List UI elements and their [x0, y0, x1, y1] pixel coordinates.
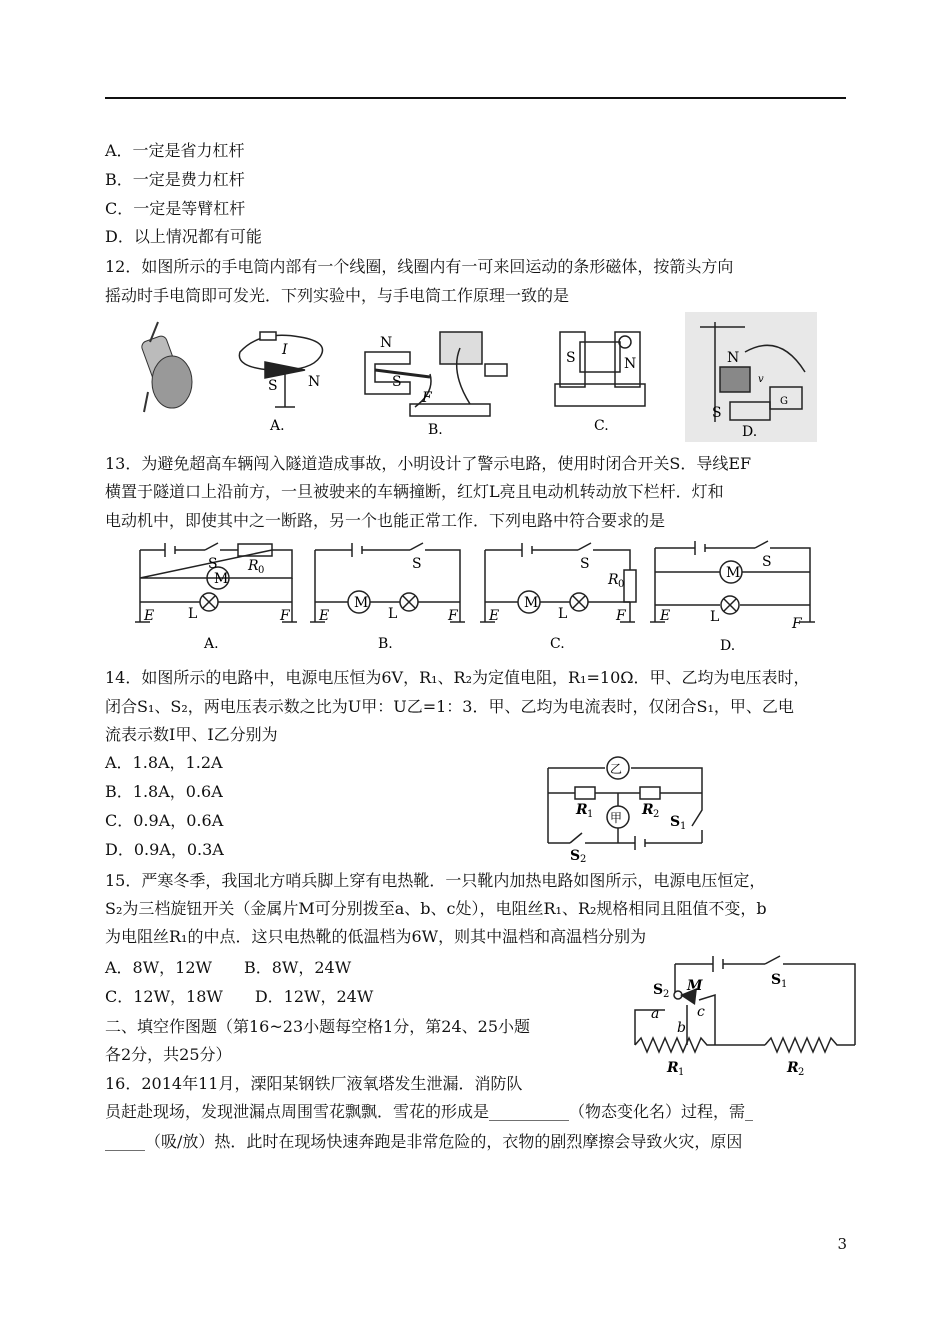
- q11-option-b: B．一定是费力杠杆: [105, 170, 245, 189]
- r2-label: R: [787, 1060, 799, 1076]
- q11-option-d: D．以上情况都有可能: [105, 227, 262, 246]
- c-c-r: R: [608, 572, 619, 588]
- meter-jia: 甲: [610, 811, 623, 825]
- fig-a-s: S: [268, 378, 278, 394]
- q12-figures: [130, 312, 820, 442]
- c-d-l: L: [710, 609, 720, 625]
- q14-line3: 流表示数I甲、I乙分别为: [105, 725, 278, 744]
- q15-line3: 为电阻丝R₁的中点．这只电热靴的低温档为6W，则其中温档和高温档分别为: [105, 927, 647, 946]
- c-label-d: D.: [720, 638, 736, 654]
- c-d-e: E: [660, 608, 671, 624]
- fig-d-v: v: [758, 374, 764, 385]
- fig-b-s: S: [392, 374, 402, 390]
- q11-option-a: A．一定是省力杠杆: [105, 141, 245, 160]
- figure-d-bg: [685, 312, 817, 442]
- fig-c-n: N: [624, 356, 637, 372]
- c-b-f: F: [448, 608, 458, 624]
- c-a-f: F: [280, 608, 290, 624]
- c-label-a: A.: [204, 636, 219, 652]
- c-label-c: C.: [550, 636, 565, 652]
- circuit-d: [650, 541, 815, 622]
- a-label: a: [651, 1006, 660, 1022]
- s1-label: S: [670, 814, 681, 830]
- s1-label: S: [771, 972, 782, 988]
- c-label-b: B.: [378, 636, 393, 652]
- fig-label-a: A.: [270, 418, 285, 434]
- s2-label: S: [653, 982, 664, 998]
- q13-line3: 电动机中，即使其中之一断路，另一个也能正常工作．下列电路中符合要求的是: [105, 511, 666, 530]
- s2-sub: 2: [663, 989, 670, 1000]
- q16-line2: 员赶赴现场，发现泄漏点周围雪花飘飘．雪花的形成是__________（物态变化名）过程，需_: [105, 1102, 754, 1121]
- fig-b-n: N: [380, 335, 393, 351]
- c-c-s: S: [580, 556, 590, 572]
- r1-label: R: [576, 802, 588, 818]
- meter-yi: 乙: [610, 762, 623, 776]
- fig-a-i: I: [282, 342, 288, 358]
- q13-circuits: [130, 540, 820, 660]
- q15-line2: S₂为三档旋钮开关（金属片M可分别拨至a、b、c处），电阻丝R₁、R₂规格相同且阻值不变，b: [105, 899, 767, 918]
- c-a-r: R: [248, 558, 259, 574]
- fig-c-s: S: [566, 350, 576, 366]
- c-c-m: M: [524, 595, 539, 611]
- q12-line2: 摇动时手电筒即可发光．下列实验中，与手电筒工作原理一致的是: [105, 286, 570, 305]
- c-d-s: S: [762, 554, 772, 570]
- c-c-l: L: [558, 606, 568, 622]
- m-label: M: [687, 978, 703, 994]
- q16-line1: 16．2014年11月，溧阳某钢铁厂液氧塔发生泄漏．消防队: [105, 1074, 523, 1093]
- r1-sub: 1: [678, 1067, 685, 1078]
- c-b-l: L: [388, 606, 398, 622]
- c-b-s: S: [412, 556, 422, 572]
- fig-a-n: N: [308, 374, 321, 390]
- q15-line1: 15．严寒冬季，我国北方哨兵脚上穿有电热靴．一只靴内加热电路如图所示，电源电压恒定，: [105, 871, 766, 890]
- c-a-s: S: [208, 556, 218, 572]
- q15-options-row2: C．12W，18W D．12W，24W: [105, 987, 374, 1006]
- q14-option-b: B．1.8A，0.6A: [105, 782, 223, 801]
- flashlight-figure: [140, 322, 192, 412]
- q16-line3: _____（吸/放）热．此时在现场快速奔跑是非常危险的，衣物的剧烈摩擦会导致火灾，原因: [105, 1132, 743, 1151]
- c-a-m: M: [214, 571, 229, 587]
- c-a-l: L: [188, 606, 198, 622]
- fig-b-f: F: [422, 390, 432, 406]
- section2-line2: 各2分，共25分）: [105, 1045, 232, 1064]
- header-rule: [105, 97, 846, 99]
- c-b-m: M: [354, 595, 369, 611]
- c-c-e: E: [489, 608, 500, 624]
- s1-sub: 1: [781, 979, 788, 990]
- c-a-e: E: [144, 608, 155, 624]
- c-c-f: F: [616, 608, 626, 624]
- q11-option-c: C．一定是等臂杠杆: [105, 199, 246, 218]
- q12-line1: 12．如图所示的手电筒内部有一个线圈，线圈内有一可来回运动的条形磁体，按箭头方向: [105, 257, 734, 276]
- q14-line1: 14．如图所示的电路中，电源电压恒为6V，R₁、R₂为定值电阻，R₁=10Ω．甲、乙均为电压表时，: [105, 668, 810, 687]
- section2-line1: 二、填空作图题（第16~23小题每空格1分，第24、25小题: [105, 1017, 531, 1036]
- q14-line2: 闭合S₁、S₂，两电压表示数之比为U甲：U乙=1：3．甲、乙均为电流表时，仅闭合S₁，甲、乙电: [105, 697, 794, 716]
- r1-sub: 1: [587, 809, 594, 820]
- s2-sub: 2: [580, 854, 587, 863]
- figure-a-oersted: [239, 332, 322, 407]
- q13-line2: 横置于隧道口上沿前方，一旦被驶来的车辆撞断，红灯L亮且电动机转动放下栏杆．灯和: [105, 482, 724, 501]
- c-a-r-sub: 0: [258, 565, 265, 576]
- r2-sub: 2: [798, 1067, 805, 1078]
- fig-label-b: B.: [428, 422, 443, 438]
- fig-d-n: N: [727, 350, 740, 366]
- c-label: c: [697, 1004, 705, 1020]
- fig-d-g: G: [780, 396, 788, 407]
- s2-label: S: [570, 848, 581, 863]
- r2-sub: 2: [653, 809, 660, 820]
- c-c-r-sub: 0: [618, 579, 625, 590]
- q13-line1: 13．为避免超高车辆闯入隧道造成事故，小明设计了警示电路，使用时闭合开关S．导线EF: [105, 454, 752, 473]
- fig-d-s: S: [712, 405, 722, 421]
- q14-option-d: D．0.9A，0.3A: [105, 840, 224, 859]
- page-number: 3: [837, 1235, 847, 1253]
- s1-sub: 1: [680, 821, 687, 832]
- c-d-m: M: [726, 565, 741, 581]
- r2-label: R: [642, 802, 654, 818]
- q14-circuit: [540, 748, 720, 863]
- r1-label: R: [667, 1060, 679, 1076]
- fig-label-c: C.: [594, 418, 609, 434]
- q14-option-c: C．0.9A，0.6A: [105, 811, 224, 830]
- c-b-e: E: [319, 608, 330, 624]
- fig-label-d: D.: [742, 424, 758, 440]
- c-d-f: F: [792, 616, 802, 632]
- b-label: b: [677, 1020, 686, 1036]
- q14-option-a: A．1.8A，1.2A: [105, 753, 223, 772]
- q15-options-row1: A．8W，12W B．8W，24W: [105, 958, 352, 977]
